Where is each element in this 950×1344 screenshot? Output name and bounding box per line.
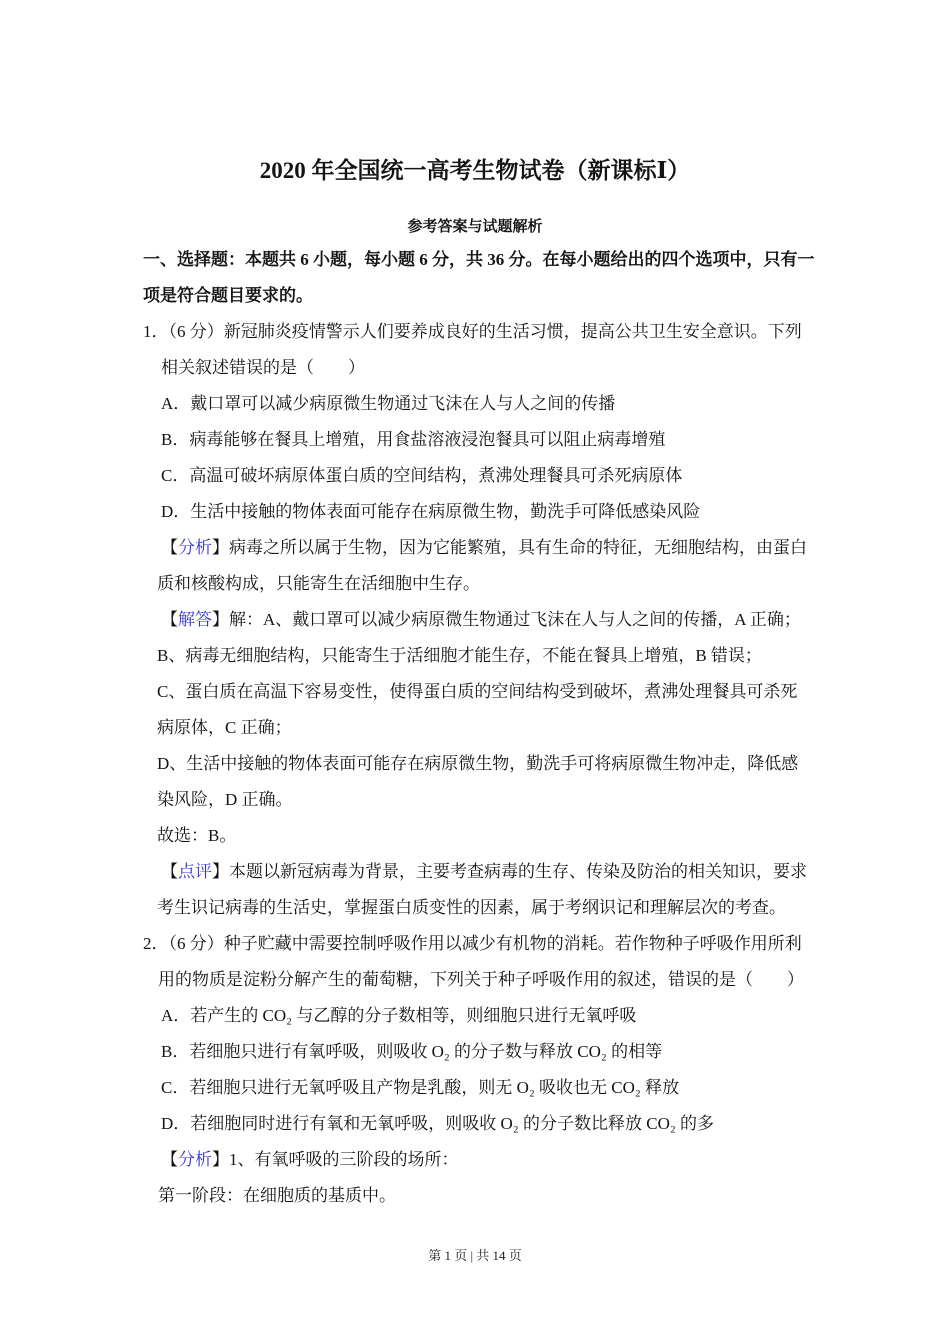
analysis-label: 分析: [178, 538, 212, 557]
question-1-stem-line-2: 相关叙述错误的是（ ）: [161, 358, 365, 377]
question-1-answer-line-2: B、病毒无细胞结构，只能寄生于活细胞才能生存，不能在餐具上增殖，B 错误；: [157, 646, 762, 665]
analysis-text: 病毒之所以属于生物，因为它能繁殖，具有生命的特征，无细胞结构，由蛋白: [229, 538, 807, 557]
question-1-comment-line-1: [0, 854, 950, 890]
document-body: [0, 242, 950, 1214]
question-2-number: 2．: [143, 934, 169, 953]
label-bracket-close: 】: [212, 1150, 229, 1169]
question-1-option-d: D．生活中接触的物体表面可能存在病原微生物，勤洗手可降低感染风险: [161, 502, 701, 521]
document-subtitle: 参考答案与试题解析: [407, 219, 543, 235]
answer-text: 解：A、戴口罩可以减少病原微生物通过飞沫在人与人之间的传播，A 正确；: [229, 610, 801, 629]
analysis-text: 1、有氧呼吸的三阶段的场所：: [229, 1150, 459, 1169]
question-1-option-a: A．戴口罩可以减少病原微生物通过飞沫在人与人之间的传播: [161, 394, 616, 413]
question-1-comment-line-2: 考生识记病毒的生活史，掌握蛋白质变性的因素，属于考纲识记和理解层次的考查。: [157, 898, 786, 917]
question-2-stem-text: （6 分）种子贮藏中需要控制呼吸作用以减少有机物的消耗。若作物种子呼吸作用所利: [168, 934, 802, 953]
document-title: 2020 年全国统一高考生物试卷（新课标Ⅰ）: [259, 158, 691, 183]
label-bracket-close: 】: [212, 610, 229, 629]
question-1-answer-line-6: 染风险，D 正确。: [157, 790, 293, 809]
label-bracket-open: 【: [161, 1150, 178, 1169]
question-1-number: 1．: [143, 322, 169, 341]
question-2-stem-line-1: [0, 926, 950, 962]
page-number-footer: 第 1 页 | 共 14 页: [428, 1248, 522, 1263]
question-1-stem-text: （6 分）新冠肺炎疫情警示人们要养成良好的生活习惯，提高公共卫生安全意识。下列: [168, 322, 802, 341]
label-bracket-close: 】: [212, 862, 229, 881]
analysis-label: 分析: [178, 1150, 212, 1169]
question-1-answer-conclusion: 故选：B。: [157, 826, 237, 845]
question-2-option-b: B．若细胞只进行有氧呼吸，则吸收 O₂ 的分子数与释放 CO₂ 的相等: [161, 1042, 663, 1061]
question-1-answer-line-3: C、蛋白质在高温下容易变性，使得蛋白质的空间结构受到破坏，煮沸处理餐具可杀死: [157, 682, 798, 701]
comment-text: 本题以新冠病毒为背景，主要考查病毒的生存、传染及防治的相关知识，要求: [229, 862, 807, 881]
question-1-option-b: B．病毒能够在餐具上增殖，用食盐溶液浸泡餐具可以阻止病毒增殖: [161, 430, 666, 449]
label-bracket-open: 【: [161, 538, 178, 557]
question-2-option-c: C．若细胞只进行无氧呼吸且产物是乳酸，则无 O₂ 吸收也无 CO₂ 释放: [161, 1078, 680, 1097]
question-1-analysis-line-1: [0, 530, 950, 566]
question-1-answer-line-5: D、生活中接触的物体表面可能存在病原微生物，勤洗手可将病原微生物冲走，降低感: [157, 754, 799, 773]
label-bracket-close: 】: [212, 538, 229, 557]
question-1-analysis-line-2: 质和核酸构成，只能寄生在活细胞中生存。: [157, 574, 480, 593]
question-2-option-a: A．若产生的 CO₂ 与乙醇的分子数相等，则细胞只进行无氧呼吸: [161, 1006, 637, 1025]
label-bracket-open: 【: [161, 862, 178, 881]
question-1-answer-line-4: 病原体，C 正确；: [157, 718, 292, 737]
question-2-analysis-line-1: [0, 1142, 950, 1178]
label-bracket-open: 【: [161, 610, 178, 629]
section-heading-line-2: 项是符合题目要求的。: [143, 286, 313, 305]
answer-label: 解答: [178, 610, 212, 629]
question-1-stem-line-1: [0, 314, 950, 350]
question-2-analysis-line-2: 第一阶段：在细胞质的基质中。: [158, 1186, 396, 1205]
question-2-stem-line-2: 用的物质是淀粉分解产生的葡萄糖，下列关于种子呼吸作用的叙述，错误的是（ ）: [158, 970, 804, 989]
comment-label: 点评: [178, 862, 212, 881]
question-2-option-d: D．若细胞同时进行有氧和无氧呼吸，则吸收 O₂ 的分子数比释放 CO₂ 的多: [161, 1114, 715, 1133]
question-1-option-c: C．高温可破坏病原体蛋白质的空间结构，煮沸处理餐具可杀死病原体: [161, 466, 683, 485]
question-1-answer-line-1: [0, 602, 950, 638]
section-heading-line-1: 一、选择题：本题共 6 小题，每小题 6 分，共 36 分。在每小题给出的四个选项中，只有一: [143, 250, 815, 269]
